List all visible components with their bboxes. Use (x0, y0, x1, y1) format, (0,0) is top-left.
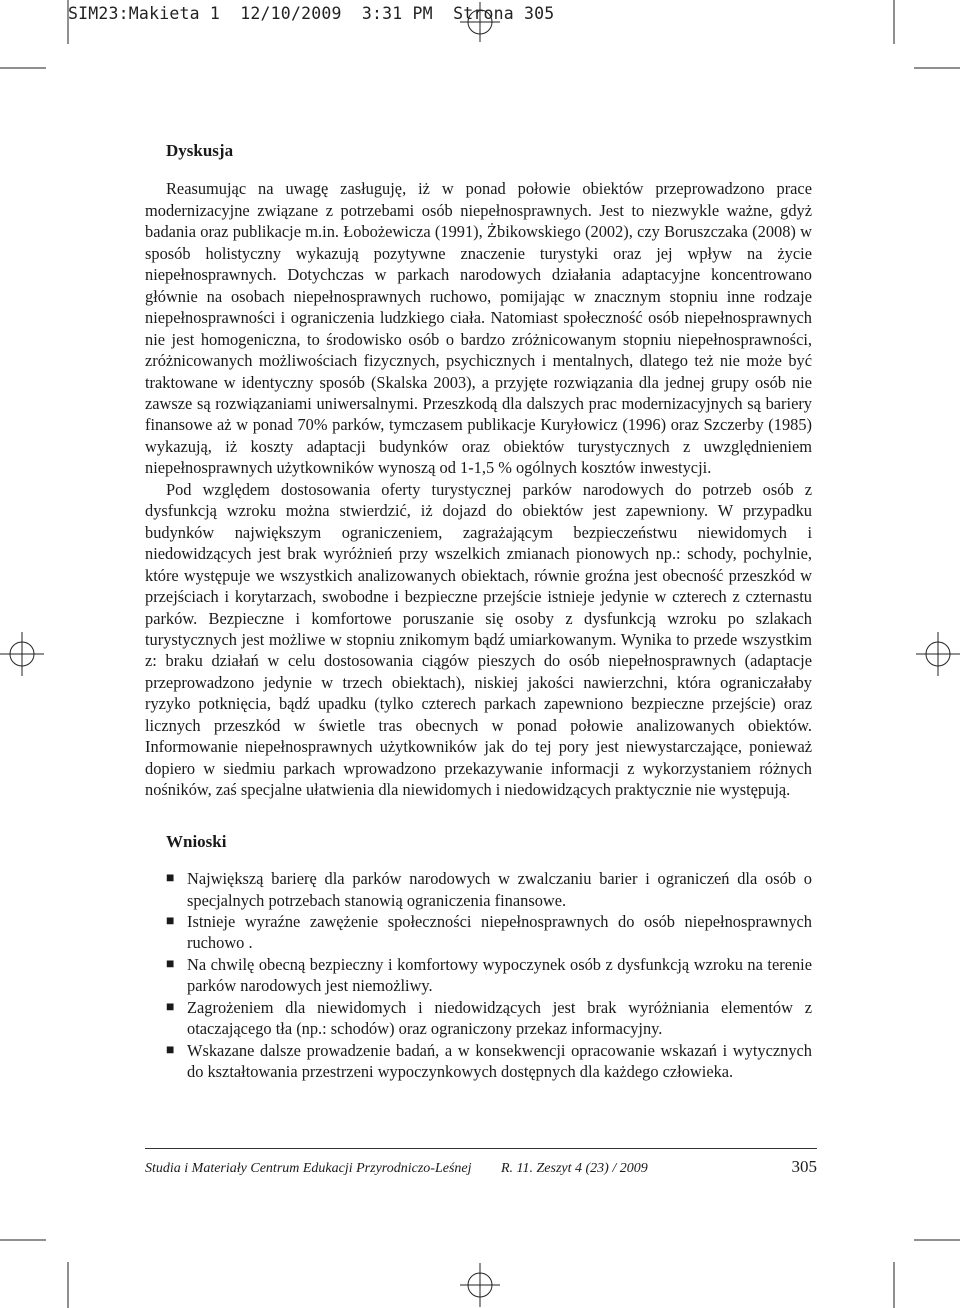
conclusions-list (145, 868, 812, 1083)
article-body (145, 140, 812, 1083)
list-item (166, 997, 812, 1040)
registration-mark-right (916, 632, 960, 676)
list-item-text: Istnieje wyraźne zawężenie społeczności niepełnosprawnych do osób niepełnosprawnych ruchowo . (187, 911, 812, 953)
bullet-square-icon: ■ (166, 1042, 175, 1058)
section-heading-discussion: Dyskusja (166, 141, 234, 160)
list-item-text: Na chwilę obecną bezpieczny i komfortowy wypoczynek osób z dysfunkcją wzroku na terenie parków narodowych jest niemożliwy. (187, 954, 812, 996)
print-slug-line: SIM23:Makieta 1 12/10/2009 3:31 PM Strona 305 (68, 4, 555, 23)
list-item (166, 1040, 812, 1083)
page-footer (145, 1148, 817, 1176)
bullet-square-icon: ■ (166, 871, 175, 887)
page-number: 305 (791, 1157, 817, 1176)
journal-title: Studia i Materiały Centrum Edukacji Przyrodniczo-Leśnej (145, 1161, 472, 1176)
discussion-paragraph-2: Pod względem dostosowania oferty turystycznej parków narodowych do potrzeb osób z dysfunkcją wzroku można stwierdzić, iż dojazd do obiektów jest zapewniony. W przypadku budynków największym ograniczeniem, zagrażającym bezpieczeństwu niewidomych i niedowidzących jest brak wyróżnień przy wszelkich zmianach pionowych np.: schody, pochylnie, które występuje we wszystkich analizowanych obiektach, równie groźna jest obecność przeszkód w przejściach i korytarzach, swobodne i bezpieczne przejście istnieje jedynie w czterech z czternastu parków. Bezpieczne i komfortowe poruszanie się osoby z dysfunkcją wzroku po szlakach turystycznych jest możliwe w stopniu znikomym bądź umiarkowanym. Wynika to przede wszystkim z: braku działań w celu dostosowania ciągów pieszych do osób niepełnosprawnych (adaptacje przeprowadzono jedynie w trzech obiektach), niskiej jakości nawierzchni, która ograniczałaby ryzyko potknięcia, bądź upadku (tylko czterech parkach zapewniono bezpieczne przejście) oraz licznych przeszkód w świetle tras obecnych w ponad połowie analizowanych obiektów. Informowanie niepełnosprawnych użytkowników jak do tej pory jest niewystarczające, ponieważ dopiero w siedmiu parkach wprowadzono przekazywanie informacji z wykorzystaniem różnych nośników, zaś specjalne ułatwienia dla niewidomych i niedowidzących praktycznie nie występują. (145, 479, 812, 800)
bullet-square-icon: ■ (166, 999, 175, 1015)
registration-mark-bottom (460, 1263, 500, 1307)
list-item (166, 868, 812, 911)
registration-mark-left (0, 632, 44, 676)
bullet-square-icon: ■ (166, 956, 175, 972)
list-item-text: Zagrożeniem dla niewidomych i niedowidzących jest brak wyróżniania elementów z otaczającego tła (np.: schodów) oraz ograniczony przekaz informacyjny. (187, 997, 812, 1039)
list-item-text: Wskazane dalsze prowadzenie badań, a w konsekwencji opracowanie wskazań i wytycznych do kształtowania przestrzeni wypoczynkowych dostępnych dla każdego człowieka. (187, 1040, 812, 1082)
bullet-square-icon: ■ (166, 913, 175, 929)
list-item (166, 911, 812, 954)
journal-issue: R. 11. Zeszyt 4 (23) / 2009 (501, 1161, 648, 1176)
list-item (166, 954, 812, 997)
section-heading-conclusions: Wnioski (166, 831, 227, 851)
discussion-paragraph-1: Reasumując na uwagę zasługuję, iż w ponad połowie obiektów przeprowadzono prace modernizacyjne związane z potrzebami osób niepełnosprawnych. Jest to niezwykle ważne, gdyż badania oraz publikacje m.in. Łobożewicza (1991), Żbikowskiego (2002), czy Boruszczaka (2008) w sposób holistyczny wykazują pozytywne znaczenie turystyki oraz jej wpływ na życie niepełnosprawnych. Dotychczas w parkach narodowych działania adaptacyjne koncentrowano głównie na osobach niepełnosprawnych ruchowo, pomijając w znacznym stopniu inne rodzaje niepełnosprawności i ograniczenia ludzkiego ciała. Natomiast społeczność osób niepełnosprawnych nie jest homogeniczna, to środowisko osób o bardzo zróżnicowanym stopniu niepełnosprawności, zróżnicowanych możliwościach fizycznych, psychicznych i mentalnych, dlatego też nie może być traktowane w identyczny sposób (Skalska 2003), a przyjęte rozwiązania dla jednej grupy osób nie zawsze są rozwiązaniami uniwersalnymi. Przeszkodą dla dalszych prac modernizacyjnych są bariery finansowe aż w ponad 70% parków, tymczasem publikacje Kuryłowicz (1996) oraz Szczerby (1985) wykazują, iż koszty adaptacji budynków oraz obiektów turystycznych z uwzględnieniem niepełnosprawnych użytkowników wynoszą od 1-1,5 % ogólnych kosztów inwestycji. (145, 179, 812, 478)
list-item-text: Największą barierę dla parków narodowych w zwalczaniu barier i ograniczeń dla osób o specjalnych potrzebach stanowią ograniczenia finansowe. (187, 869, 812, 910)
